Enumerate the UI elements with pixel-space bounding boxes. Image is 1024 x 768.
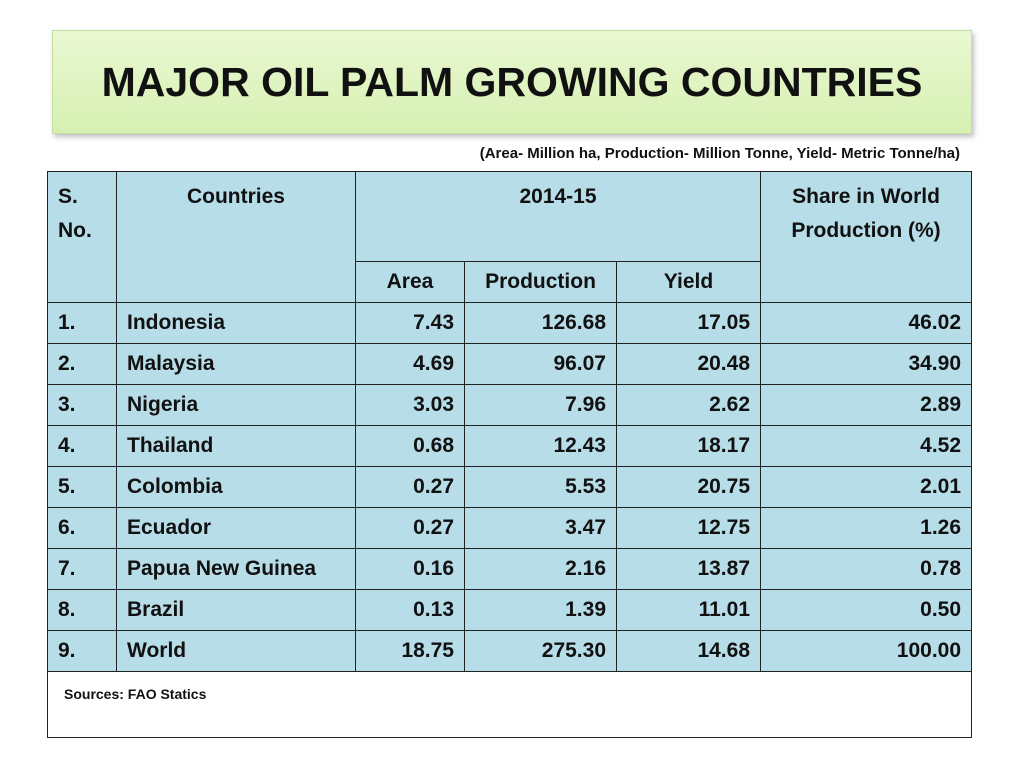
cell-country: Ecuador (117, 508, 356, 549)
cell-yield: 18.17 (617, 426, 761, 467)
cell-country: Indonesia (117, 303, 356, 344)
cell-sno: 9. (48, 631, 117, 672)
cell-yield: 20.48 (617, 344, 761, 385)
table-row (48, 303, 972, 344)
cell-sno: 6. (48, 508, 117, 549)
header-countries (117, 172, 356, 303)
cell-production: 275.30 (465, 631, 617, 672)
oil-palm-table (47, 171, 972, 738)
cell-share: 46.02 (761, 303, 972, 344)
units-note: (Area- Million ha, Production- Million Tonne, Yield- Metric Tonne/ha) (479, 145, 960, 162)
table-row (48, 549, 972, 590)
cell-yield: 12.75 (617, 508, 761, 549)
cell-sno: 2. (48, 344, 117, 385)
header-yield: Yield (617, 262, 761, 303)
cell-production: 1.39 (465, 590, 617, 631)
cell-sno: 4. (48, 426, 117, 467)
table-row-world-total (48, 631, 972, 672)
cell-yield: 17.05 (617, 303, 761, 344)
cell-share: 0.50 (761, 590, 972, 631)
header-area: Area (356, 262, 465, 303)
cell-sno: 3. (48, 385, 117, 426)
cell-area: 7.43 (356, 303, 465, 344)
table-row (48, 508, 972, 549)
cell-share: 4.52 (761, 426, 972, 467)
cell-production: 3.47 (465, 508, 617, 549)
cell-country: Colombia (117, 467, 356, 508)
table-row (48, 590, 972, 631)
cell-share: 1.26 (761, 508, 972, 549)
cell-yield: 11.01 (617, 590, 761, 631)
cell-area: 0.27 (356, 467, 465, 508)
cell-sno: 1. (48, 303, 117, 344)
cell-area: 0.16 (356, 549, 465, 590)
header-share (761, 172, 972, 303)
cell-area: 0.27 (356, 508, 465, 549)
cell-production: 12.43 (465, 426, 617, 467)
cell-country: World (117, 631, 356, 672)
cell-production: 2.16 (465, 549, 617, 590)
cell-country: Papua New Guinea (117, 549, 356, 590)
title-banner (52, 30, 972, 134)
cell-sno: 8. (48, 590, 117, 631)
cell-area: 0.68 (356, 426, 465, 467)
cell-share: 34.90 (761, 344, 972, 385)
cell-country: Nigeria (117, 385, 356, 426)
cell-yield: 13.87 (617, 549, 761, 590)
header-sno-line2: No. (58, 219, 92, 242)
cell-country: Brazil (117, 590, 356, 631)
table-row (48, 344, 972, 385)
cell-area: 18.75 (356, 631, 465, 672)
table-row (48, 385, 972, 426)
header-countries-label: Countries (186, 185, 285, 208)
cell-sno: 7. (48, 549, 117, 590)
table-row (48, 426, 972, 467)
header-period (356, 172, 761, 262)
header-sno-line1: S. (58, 185, 78, 208)
header-row-top (48, 172, 972, 262)
cell-production: 7.96 (465, 385, 617, 426)
cell-share: 2.89 (761, 385, 972, 426)
cell-yield: 2.62 (617, 385, 761, 426)
cell-area: 0.13 (356, 590, 465, 631)
cell-share: 100.00 (761, 631, 972, 672)
cell-country: Malaysia (117, 344, 356, 385)
source-note: Sources: FAO Statics (64, 686, 207, 702)
table-row (48, 467, 972, 508)
source-cell (48, 672, 972, 738)
source-row (48, 672, 972, 738)
header-sno (48, 172, 117, 303)
cell-production: 126.68 (465, 303, 617, 344)
header-period-label: 2014-15 (519, 185, 597, 208)
header-share-line2: Production (%) (791, 219, 941, 242)
cell-yield: 14.68 (617, 631, 761, 672)
cell-sno: 5. (48, 467, 117, 508)
cell-share: 2.01 (761, 467, 972, 508)
cell-production: 96.07 (465, 344, 617, 385)
cell-yield: 20.75 (617, 467, 761, 508)
header-production: Production (465, 262, 617, 303)
cell-production: 5.53 (465, 467, 617, 508)
cell-share: 0.78 (761, 549, 972, 590)
slide-title: MAJOR OIL PALM GROWING COUNTRIES (101, 58, 923, 105)
cell-area: 4.69 (356, 344, 465, 385)
header-share-line1: Share in World (792, 185, 940, 208)
cell-country: Thailand (117, 426, 356, 467)
cell-area: 3.03 (356, 385, 465, 426)
